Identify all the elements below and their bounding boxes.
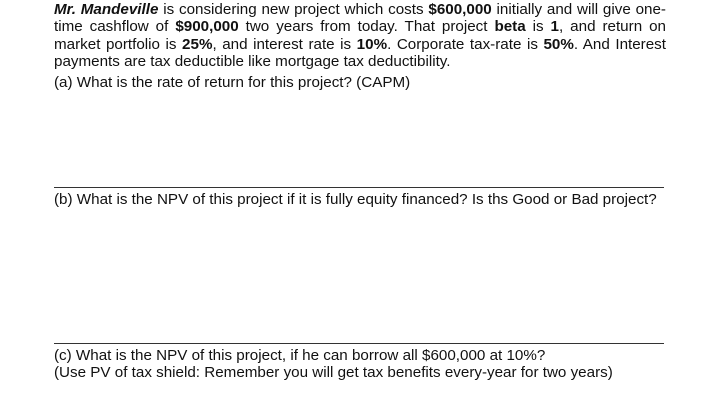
beta-label: beta <box>494 18 526 36</box>
beta-value: 1 <box>550 18 559 36</box>
intro-text: , and return on <box>559 18 666 36</box>
intro-text: . Corporate tax-rate is <box>387 35 544 53</box>
intro-line-2 <box>54 18 666 35</box>
person-name: Mr. Mandeville <box>54 1 159 18</box>
intro-text: time cashflow of <box>54 18 176 36</box>
intro-text: two years from today. That project <box>238 18 495 36</box>
intro-text: is considering new project which costs <box>158 1 429 18</box>
intro-line-4: payments are tax deductible like mortgage tax deductibility. <box>54 53 451 71</box>
problem-statement <box>54 1 666 71</box>
answer-divider-b <box>54 343 664 344</box>
intro-line-3 <box>54 36 666 53</box>
initial-cost: $600,000 <box>428 1 492 18</box>
market-return: 25% <box>182 35 213 53</box>
intro-text: initially and will give one- <box>491 1 666 18</box>
intro-text: . And Interest <box>573 35 666 53</box>
question-c-line-2: (Use PV of tax shield: Remember you will get tax benefits every-year for two years) <box>54 364 613 382</box>
question-c-line-1: (c) What is the NPV of this project, if he can borrow all $600,000 at 10%? <box>54 347 546 364</box>
answer-divider-a <box>54 187 664 188</box>
question-a: (a) What is the rate of return for this project? (CAPM) <box>54 74 411 91</box>
cashflow-amount: $900,000 <box>175 18 239 36</box>
interest-rate: 10% <box>356 35 388 53</box>
intro-text: is <box>525 18 551 36</box>
intro-text: market portfolio is <box>54 35 183 53</box>
intro-text: , and interest rate is <box>212 35 357 53</box>
question-c <box>54 347 666 382</box>
tax-rate: 50% <box>543 35 574 53</box>
question-b: (b) What is the NPV of this project if it is fully equity financed? Is ths Good or Bad project? <box>54 191 657 208</box>
intro-line-1 <box>54 1 666 18</box>
